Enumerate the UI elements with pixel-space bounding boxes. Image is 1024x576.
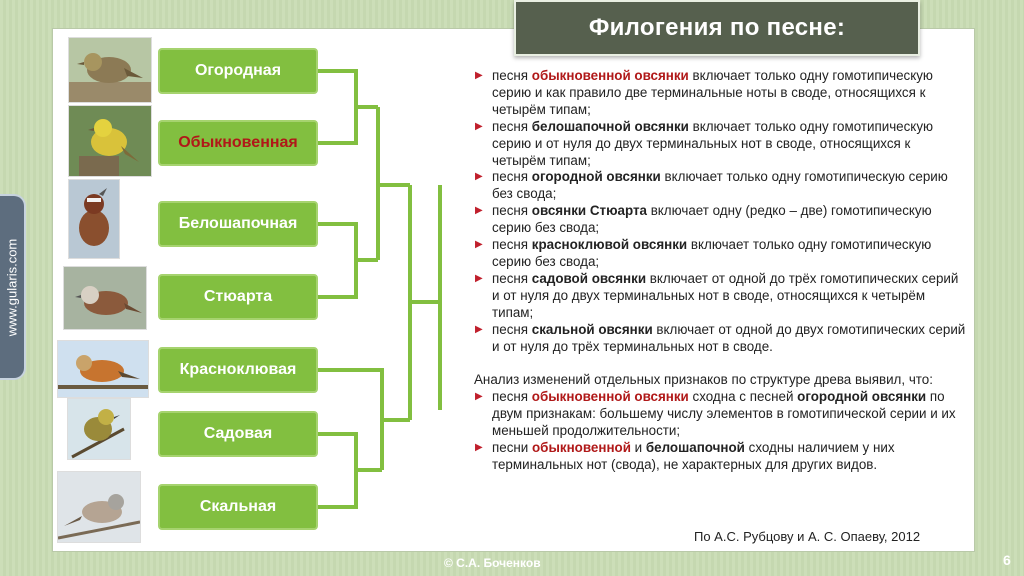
bullet-item: ▶ песня садовой овсянки включает от одной до трёх гомотипических серий и от нуля до двух терминальных нот в своде, относящихся к четырём типам; bbox=[474, 271, 966, 322]
slide-title: Филогения по песне: bbox=[588, 14, 846, 41]
bird-photo-ortolan bbox=[68, 37, 152, 103]
bird-photo-stewart bbox=[63, 266, 147, 330]
bullet-item: ▶ песня скальной овсянки включает от одной до двух гомотипических серий и от нуля до трёх терминальных нот в своде. bbox=[474, 322, 966, 356]
bird-photo-red-headed bbox=[57, 340, 149, 398]
source-credit: По А.С. Рубцову и А. С. Опаеву, 2012 bbox=[694, 529, 921, 544]
page-number: 6 bbox=[1003, 552, 1011, 568]
title-banner bbox=[514, 0, 920, 56]
bird-photo-yellowhammer bbox=[68, 105, 152, 177]
species-sadovaya[interactable]: Садовая bbox=[158, 411, 318, 457]
analysis-bullet: ▶ песня обыкновенной овсянки сходна с песней огородной овсянки по двум признакам: большему числу элементов в гомотипической серии и их меньшей продолжительности; bbox=[474, 389, 966, 440]
analysis-bullet: ▶ песни обыкновенной и белошапочной сходны наличием у них терминальных нот (свода), не характерных для других видов. bbox=[474, 440, 966, 474]
bird-photo-ortolan-garden bbox=[67, 398, 131, 460]
side-url-label: www.gularis.com bbox=[4, 238, 20, 336]
species-styuarta[interactable]: Стюарта bbox=[158, 274, 318, 320]
footer-author: © С.А. Боченков bbox=[444, 556, 541, 570]
description-column bbox=[474, 68, 966, 474]
species-ogorodnaya[interactable]: Огородная bbox=[158, 48, 318, 94]
bullet-item: ▶ песня красноклювой овсянки включает только одну гомотипическую серию без свода; bbox=[474, 237, 966, 271]
species-krasnoklyuvaya[interactable]: Красноклювая bbox=[158, 347, 318, 393]
species-obyknovennaya[interactable]: Обыкновенная bbox=[158, 120, 318, 166]
bullet-item: ▶ песня огородной овсянки включает только одну гомотипическую серию без свода; bbox=[474, 169, 966, 203]
analysis-intro: Анализ изменений отдельных признаков по структуре древа выявил, что: bbox=[474, 372, 933, 388]
bullet-item: ▶ песня овсянки Стюарта включает одну (редко – две) гомотипическую серию без свода; bbox=[474, 203, 966, 237]
bullet-item: ▶ песня белошапочной овсянки включает только одну гомотипическую серию и от нуля до двух терминальных нот в своде, относящихся к четырём типам; bbox=[474, 119, 966, 170]
bird-photo-pine-bunting bbox=[68, 179, 120, 259]
species-skalnaya[interactable]: Скальная bbox=[158, 484, 318, 530]
side-url-tab[interactable] bbox=[0, 194, 26, 380]
bullet-item: ▶ песня обыкновенной овсянки включает только одну гомотипическую серию и как правило две терминальные ноты в своде, относящихся к четырём типам; bbox=[474, 68, 966, 119]
bird-photo-rock-bunting bbox=[57, 471, 141, 543]
species-beloshapochnaya[interactable]: Белошапочная bbox=[158, 201, 318, 247]
